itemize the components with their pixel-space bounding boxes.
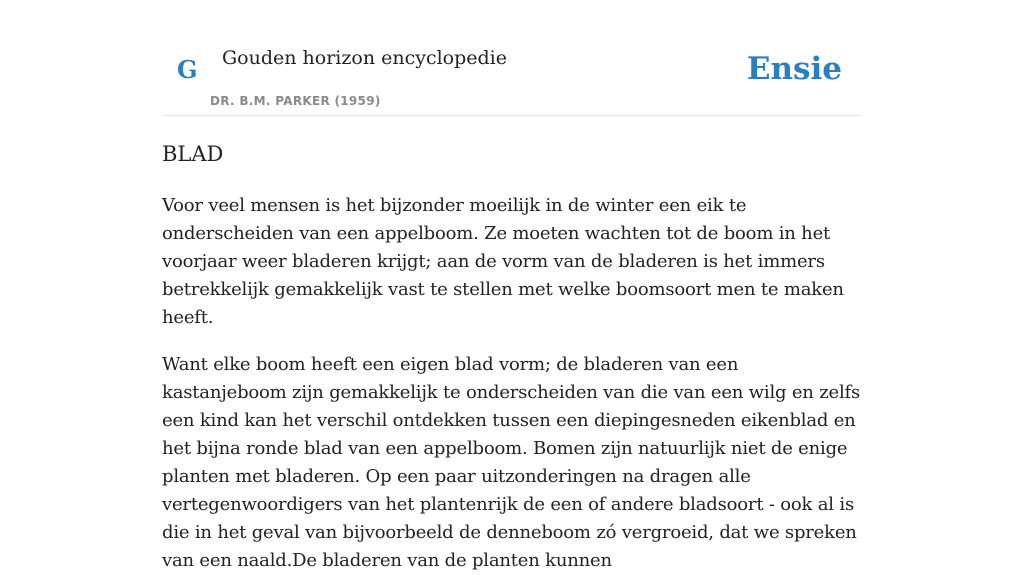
header xyxy=(162,0,862,116)
book-author: DR. B.M. PARKER (1959) xyxy=(210,94,381,108)
article-paragraph: Want elke boom heeft een eigen blad vorm; de bladeren van een kastanjeboom zijn gemakkelijk te onderscheiden van die van een wilg en zelfs een kind kan het verschil ontdekken tussen een diepingesneden eikenblad en het bijna ronde blad van een appelboom. Bomen zijn natuurlijk niet de enige planten met bladeren. Op een paar uitzonderingen na dragen alle vertegenwoordigers van het plantenrijk de een of andere bladsoort - ook al is die in het geval van bijvoorbeeld de denneboom zó vergroeid, dat we spreken van een naald.De bladeren van de planten kunnen xyxy=(162,354,861,571)
book-logo-icon[interactable]: G xyxy=(177,55,198,84)
article-title: BLAD xyxy=(162,142,224,166)
article xyxy=(162,138,862,575)
ensie-logo[interactable]: Ensie xyxy=(746,51,842,87)
article-paragraph: Voor veel mensen is het bijzonder moeilijk in de winter een eik te onderscheiden van een appelboom. Ze moeten wachten tot de boom in het voorjaar weer bladeren krijgt; aan de vorm van de bladeren is het immers betrekkelijk gemakkelijk vast te stellen met welke boomsoort men te maken heeft. xyxy=(162,195,844,328)
book-title-link[interactable]: Gouden horizon encyclopedie xyxy=(222,47,507,69)
